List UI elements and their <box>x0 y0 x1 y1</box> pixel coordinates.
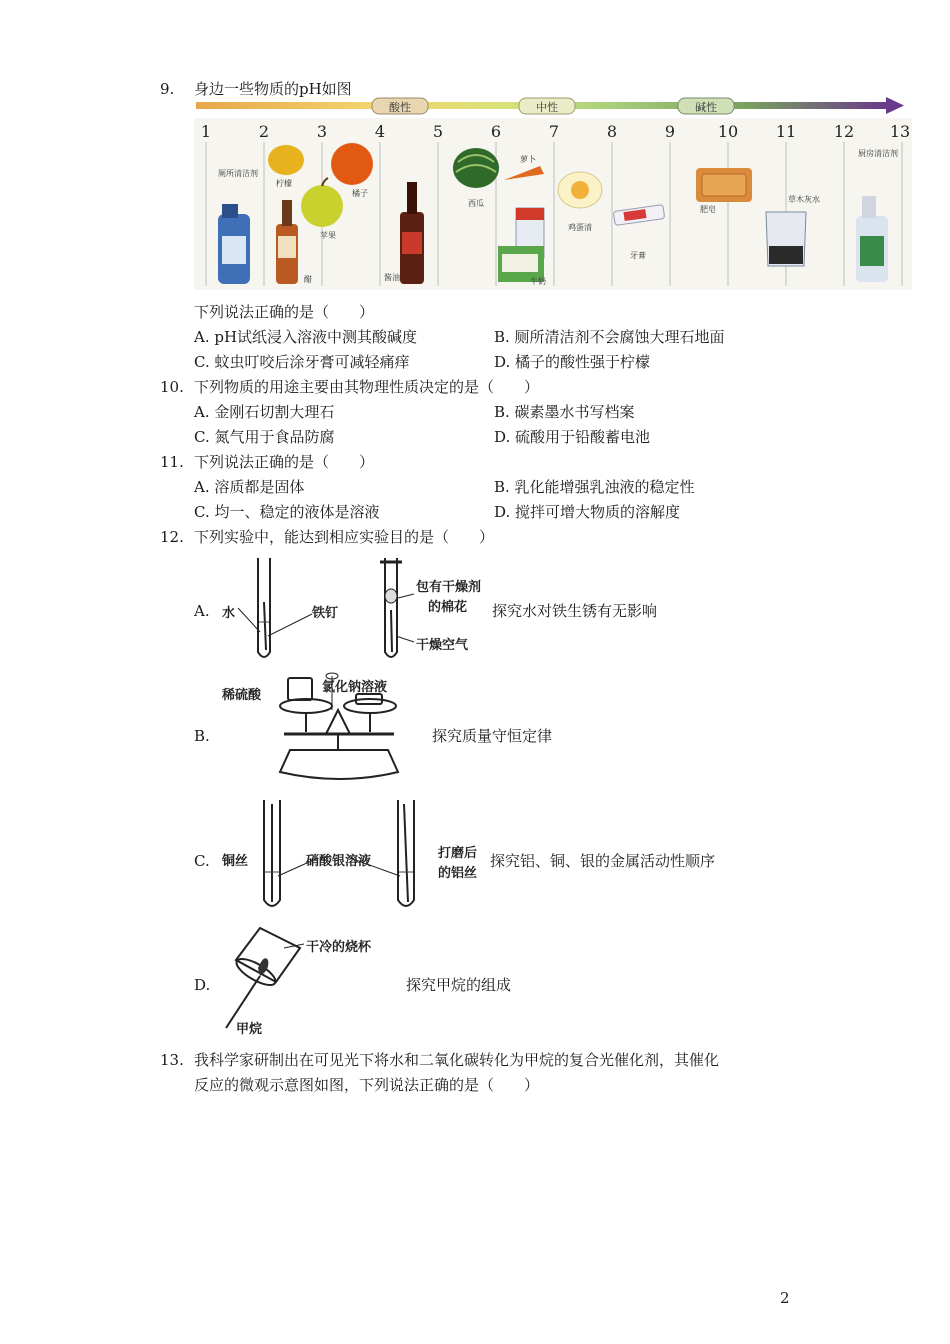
ph-tick: 1 <box>200 122 212 141</box>
label-aluminium-wire: 的铝丝 <box>438 866 478 881</box>
q9-option-c[interactable]: C. 蚊虫叮咬后涂牙膏可减轻痛痒 <box>194 353 410 371</box>
ph-tick: 2 <box>258 122 270 141</box>
q9-number: 9. <box>160 80 175 98</box>
q13-line2: 反应的微观示意图如图，下列说法正确的是（ ） <box>194 1076 540 1094</box>
q10-stem: 下列物质的用途主要由其物理性质决定的是（ ） <box>194 378 540 396</box>
q9-option-d[interactable]: D. 橘子的酸性强于柠檬 <box>494 353 651 371</box>
item-label: 苹果 <box>320 231 336 240</box>
item-label: 肥皂 <box>700 205 716 214</box>
ph-tick: 6 <box>490 122 502 141</box>
q10-option-c[interactable]: C. 氮气用于食品防腐 <box>194 428 335 446</box>
q12-b-desc: 探究质量守恒定律 <box>432 727 553 745</box>
label-polished: 打磨后 <box>438 846 478 861</box>
q9-option-b[interactable]: B. 厕所清洁剂不会腐蚀大理石地面 <box>494 328 725 346</box>
q11-option-d[interactable]: D. 搅拌可增大物质的溶解度 <box>494 503 681 521</box>
ph-tick: 13 <box>889 122 911 141</box>
q13-number: 13. <box>160 1051 184 1069</box>
ph-tick: 9 <box>664 122 676 141</box>
q12-b-letter[interactable]: B. <box>194 727 210 745</box>
ph-tick: 4 <box>374 122 386 141</box>
q12-stem: 下列实验中，能达到相应实验目的是（ ） <box>194 528 495 546</box>
q10-option-a[interactable]: A. 金刚石切割大理石 <box>194 403 335 421</box>
ph-scale-figure <box>194 96 912 290</box>
q12-d-letter[interactable]: D. <box>194 976 211 994</box>
ph-tick: 7 <box>548 122 560 141</box>
ph-tick: 11 <box>775 122 797 141</box>
q11-option-c[interactable]: C. 均一、稳定的液体是溶液 <box>194 503 380 521</box>
label-cotton: 的棉花 <box>428 600 468 615</box>
item-label: 鸡蛋清 <box>568 223 592 232</box>
q12-a-desc: 探究水对铁生锈有无影响 <box>492 602 658 620</box>
item-label: 厕所清洁剂 <box>218 169 258 178</box>
q12-a-letter[interactable]: A. <box>194 602 210 620</box>
item-label: 柠檬 <box>276 179 292 188</box>
item-label: 厨房清洁剂 <box>858 149 898 158</box>
q12-c-desc: 探究铝、铜、银的金属活动性顺序 <box>490 852 716 870</box>
label-iron-nail: 铁钉 <box>312 606 339 621</box>
q9-stem: 身边一些物质的pH如图 <box>194 80 352 98</box>
label-desiccant: 包有干燥剂 <box>416 580 482 595</box>
ph-tick: 3 <box>316 122 328 141</box>
q11-option-b[interactable]: B. 乳化能增强乳浊液的稳定性 <box>494 478 695 496</box>
q12-d-desc: 探究甲烷的组成 <box>406 976 512 994</box>
label-copper-wire: 铜丝 <box>222 854 249 869</box>
item-label: 牙膏 <box>630 251 646 260</box>
ph-tick: 12 <box>833 122 855 141</box>
q11-number: 11. <box>160 453 184 471</box>
q10-option-b[interactable]: B. 碳素墨水书写档案 <box>494 403 635 421</box>
ph-tick: 5 <box>432 122 444 141</box>
label-silver-nitrate: 硝酸银溶液 <box>306 854 372 869</box>
label-dry-cold-beaker: 干冷的烧杯 <box>306 940 372 955</box>
band-acid: 酸性 <box>389 101 411 114</box>
item-label: 酱油 <box>384 273 400 282</box>
label-sodium-chloride: 氯化钠溶液 <box>322 680 388 695</box>
band-neutral: 中性 <box>536 101 558 114</box>
q9-option-a[interactable]: A. pH试纸浸入溶液中测其酸碱度 <box>194 328 418 346</box>
ph-tick: 8 <box>606 122 618 141</box>
label-dry-air: 干燥空气 <box>416 638 469 653</box>
page-number: 2 <box>780 1289 790 1307</box>
q10-option-d[interactable]: D. 硫酸用于铅酸蓄电池 <box>494 428 651 446</box>
label-methane: 甲烷 <box>236 1022 263 1037</box>
q9-prompt: 下列说法正确的是（ ） <box>194 303 375 321</box>
q12-c-letter[interactable]: C. <box>194 852 210 870</box>
q13-line1: 我科学家研制出在可见光下将水和二氧化碳转化为甲烷的复合光催化剂，其催化 <box>194 1051 720 1069</box>
q12-number: 12. <box>160 528 184 546</box>
label-water: 水 <box>222 606 236 621</box>
band-alkaline: 碱性 <box>695 101 717 114</box>
ph-tick: 10 <box>717 122 739 141</box>
q12-d-diagram <box>220 924 320 1034</box>
q11-option-a[interactable]: A. 溶质都是固体 <box>194 478 305 496</box>
q10-number: 10. <box>160 378 184 396</box>
q11-stem: 下列说法正确的是（ ） <box>194 453 375 471</box>
item-label: 草木灰水 <box>788 195 820 204</box>
item-label: 橘子 <box>352 189 368 198</box>
item-label: 醋 <box>304 275 312 284</box>
item-label: 西瓜 <box>468 199 484 208</box>
item-label: 牛奶 <box>530 277 546 286</box>
item-label: 萝卜 <box>520 155 536 164</box>
label-dilute-sulfuric-acid: 稀硫酸 <box>222 688 262 703</box>
